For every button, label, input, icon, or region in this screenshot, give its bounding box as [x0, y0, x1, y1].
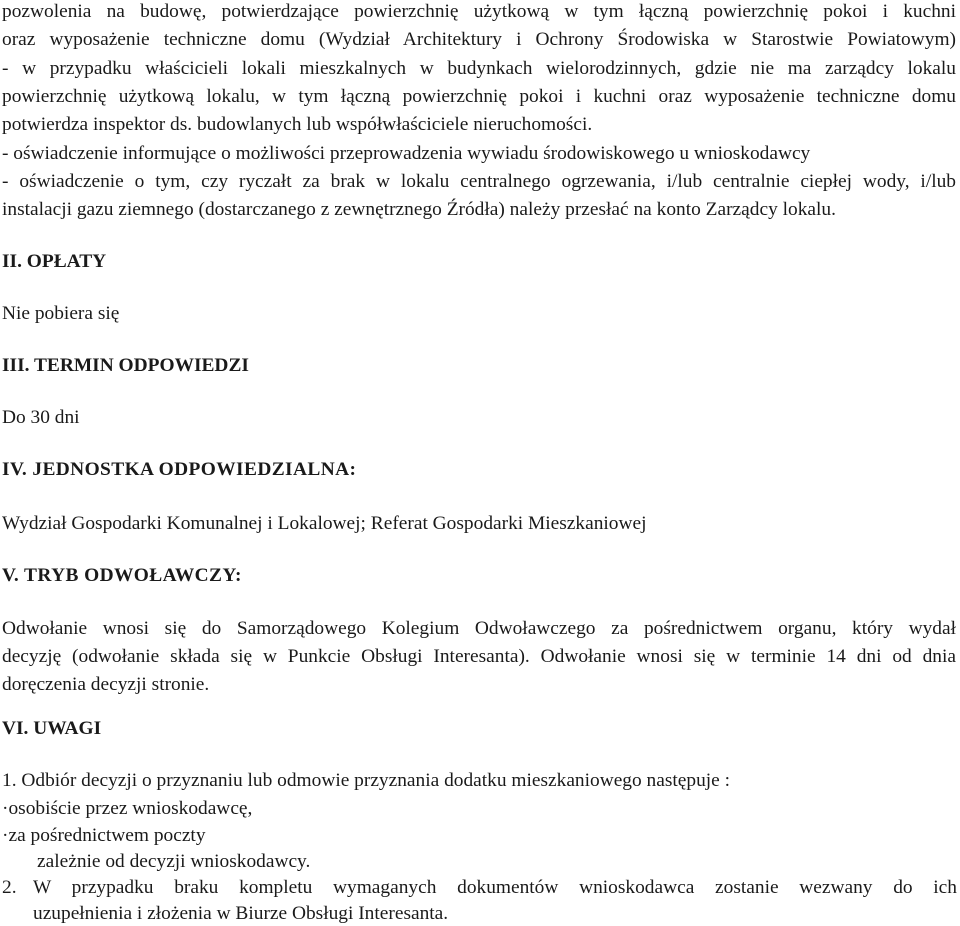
paragraph-line: oraz wyposażenie techniczne domu (Wydział Architektury i Ochrony Środowiska w Starostwie Powiatowym): [2, 29, 956, 50]
section-heading-tryb: V. TRYB ODWOŁAWCZY:: [2, 565, 242, 586]
list-item-2-number: 2.: [2, 877, 17, 898]
list-item-2-line: uzupełnienia i złożenia w Biurze Obsługi Interesanta.: [33, 903, 449, 924]
paragraph-line: instalacji gazu ziemnego (dostarczanego z zewnętrznego Źródła) należy przesłać na konto Zarządcy lokalu.: [2, 199, 836, 220]
section-heading-jednostka: IV. JEDNOSTKA ODPOWIEDZIALNA:: [2, 459, 357, 480]
section-heading-uwagi: VI. UWAGI: [2, 718, 102, 739]
paragraph-line: doręczenia decyzji stronie.: [2, 674, 210, 695]
paragraph-line: - w przypadku właścicieli lokali mieszkalnych w budynkach wielorodzinnych, gdzie nie ma zarządcy lokalu: [2, 58, 956, 79]
paragraph-line: - oświadczenie o tym, czy ryczałt za brak w lokalu centralnego ogrzewania, i/lub centralnie ciepłej wody, i/lub: [2, 171, 956, 192]
paragraph-line: - oświadczenie informujące o możliwości przeprowadzenia wywiadu środowiskowego u wnioskodawcy: [2, 143, 811, 164]
paragraph-line: Odwołanie wnosi się do Samorządowego Kolegium Odwoławczego za pośrednictwem organu, który wydał: [2, 618, 956, 639]
section-body-oplaty: Nie pobiera się: [2, 303, 120, 324]
paragraph-line: potwierdza inspektor ds. budowlanych lub współwłaściciele nieruchomości.: [2, 114, 593, 135]
paragraph-line: decyzję (odwołanie składa się w Punkcie Obsługi Interesanta). Odwołanie wnosi się w terminie 14 dni od dnia: [2, 646, 956, 667]
bullet-item: ·osobiście przez wnioskodawcę,: [2, 798, 253, 819]
list-item-1: 1. Odbiór decyzji o przyznaniu lub odmowie przyznania dodatku mieszkaniowego następuje :: [2, 770, 731, 791]
list-item-2-line: W przypadku braku kompletu wymaganych dokumentów wnioskodawca zostanie wezwany do ich: [33, 877, 957, 898]
section-heading-termin: III. TERMIN ODPOWIEDZI: [2, 355, 249, 376]
paragraph-line: pozwolenia na budowę, potwierdzające powierzchnię użytkową w tym łączną powierzchnię pokoi i kuchni: [2, 1, 956, 22]
section-heading-oplaty: II. OPŁATY: [2, 251, 107, 272]
bullet-item: ·za pośrednictwem poczty: [2, 825, 206, 846]
bullet-tail: zależnie od decyzji wnioskodawcy.: [37, 851, 311, 872]
section-body-termin: Do 30 dni: [2, 407, 80, 428]
section-body-jednostka: Wydział Gospodarki Komunalnej i Lokalowej; Referat Gospodarki Mieszkaniowej: [2, 513, 647, 534]
paragraph-line: powierzchnię użytkową lokalu, w tym łączną powierzchnię pokoi i kuchni oraz wyposażenie techniczne domu: [2, 86, 956, 107]
